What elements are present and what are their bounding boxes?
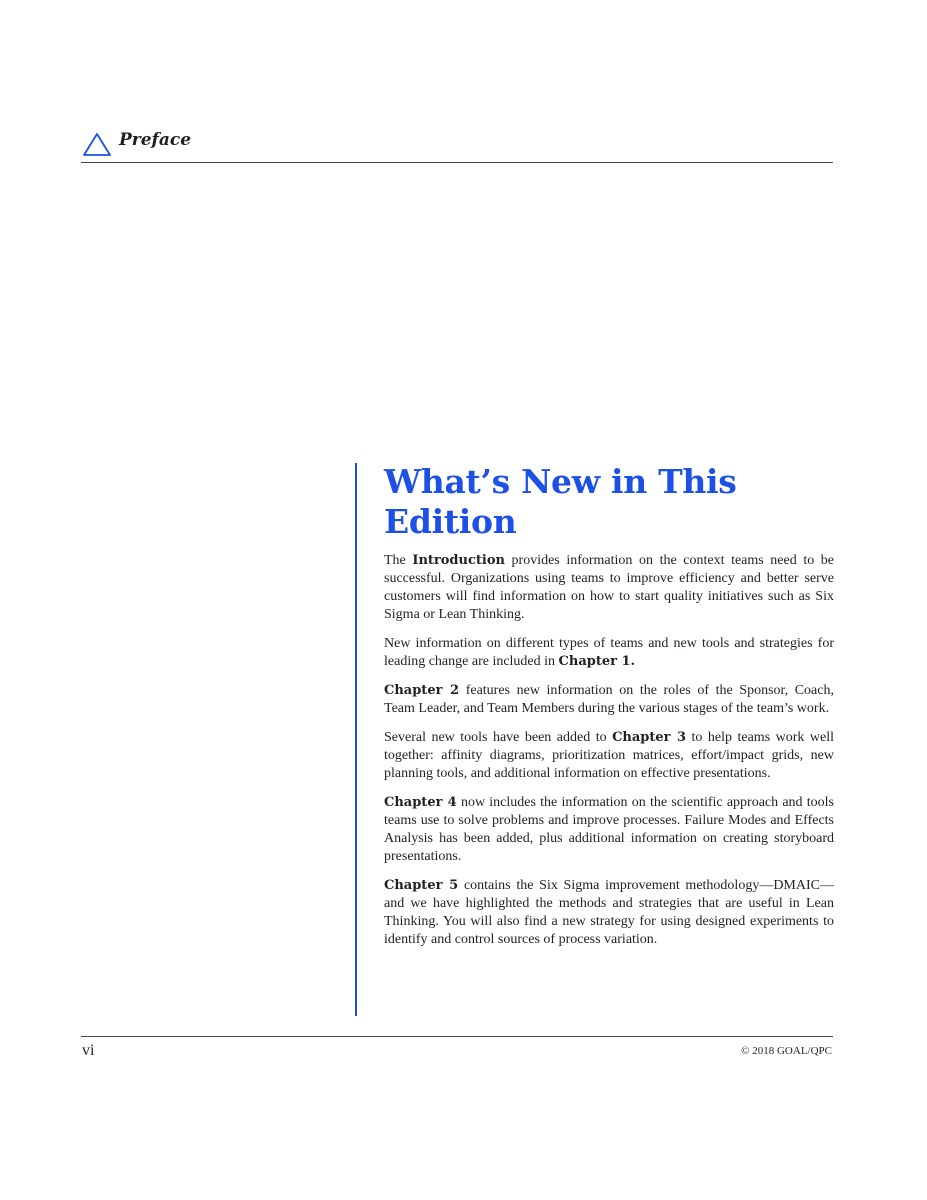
paragraph-text: now includes the information on the scientific approach and tools teams use to solve problems and improve processes. Failure Modes and Effects Analysis has been added, plus additional information on creating storyboard presentations. [384, 795, 835, 864]
header-divider [81, 162, 833, 163]
body-paragraph [384, 877, 834, 949]
copyright-notice: © 2018 GOAL/QPC [741, 1045, 832, 1057]
body-paragraph [384, 552, 834, 624]
section-heading: Preface [119, 130, 192, 150]
paragraph-text: provides information on the context teams need to be successful. Organizations using teams to improve efficiency and better serve customers will find information on how to start quality initiatives such as Six Sigma or Lean Thinking. [384, 553, 835, 622]
paragraph-text: Several new tools have been added to [384, 730, 613, 745]
bold-term: Chapter 5 [384, 878, 459, 893]
accent-vertical-rule [355, 463, 357, 1016]
paragraph-list [384, 552, 834, 949]
paragraph-text: features new information on the roles of the Sponsor, Coach, Team Leader, and Team Members during the various stages of the team’s work. [384, 683, 834, 716]
running-header [82, 128, 834, 164]
bold-term: Introduction [412, 553, 505, 568]
page-number: vi [82, 1042, 95, 1059]
bold-term: Chapter 2 [384, 683, 460, 698]
paragraph-text: contains the Six Sigma improvement methodology—DMAIC—and we have highlighted the methods and strategies that are useful in Lean Thinking. You will also find a new strategy for using designed experiments to identify and control sources of process variation. [384, 878, 834, 947]
bold-term: Chapter 3 [612, 730, 687, 745]
triangle-icon [82, 132, 112, 158]
footer-divider [81, 1036, 833, 1037]
body-paragraph [384, 729, 834, 783]
body-paragraph [384, 794, 834, 866]
main-content [384, 462, 834, 960]
page-title: What’s New in This Edition [384, 462, 737, 541]
paragraph-text: to help teams work well together: affinity diagrams, prioritization matrices, effort/impact grids, new planning tools, and additional information on effective presentations. [384, 730, 834, 781]
bold-term: Chapter 4 [384, 795, 457, 810]
paragraph-text: The [384, 553, 413, 568]
paragraph-text: New information on different types of teams and new tools and strategies for leading change are included in [384, 636, 834, 669]
bold-term: Chapter 1. [558, 654, 636, 669]
body-paragraph [384, 635, 834, 671]
body-paragraph [384, 682, 834, 718]
